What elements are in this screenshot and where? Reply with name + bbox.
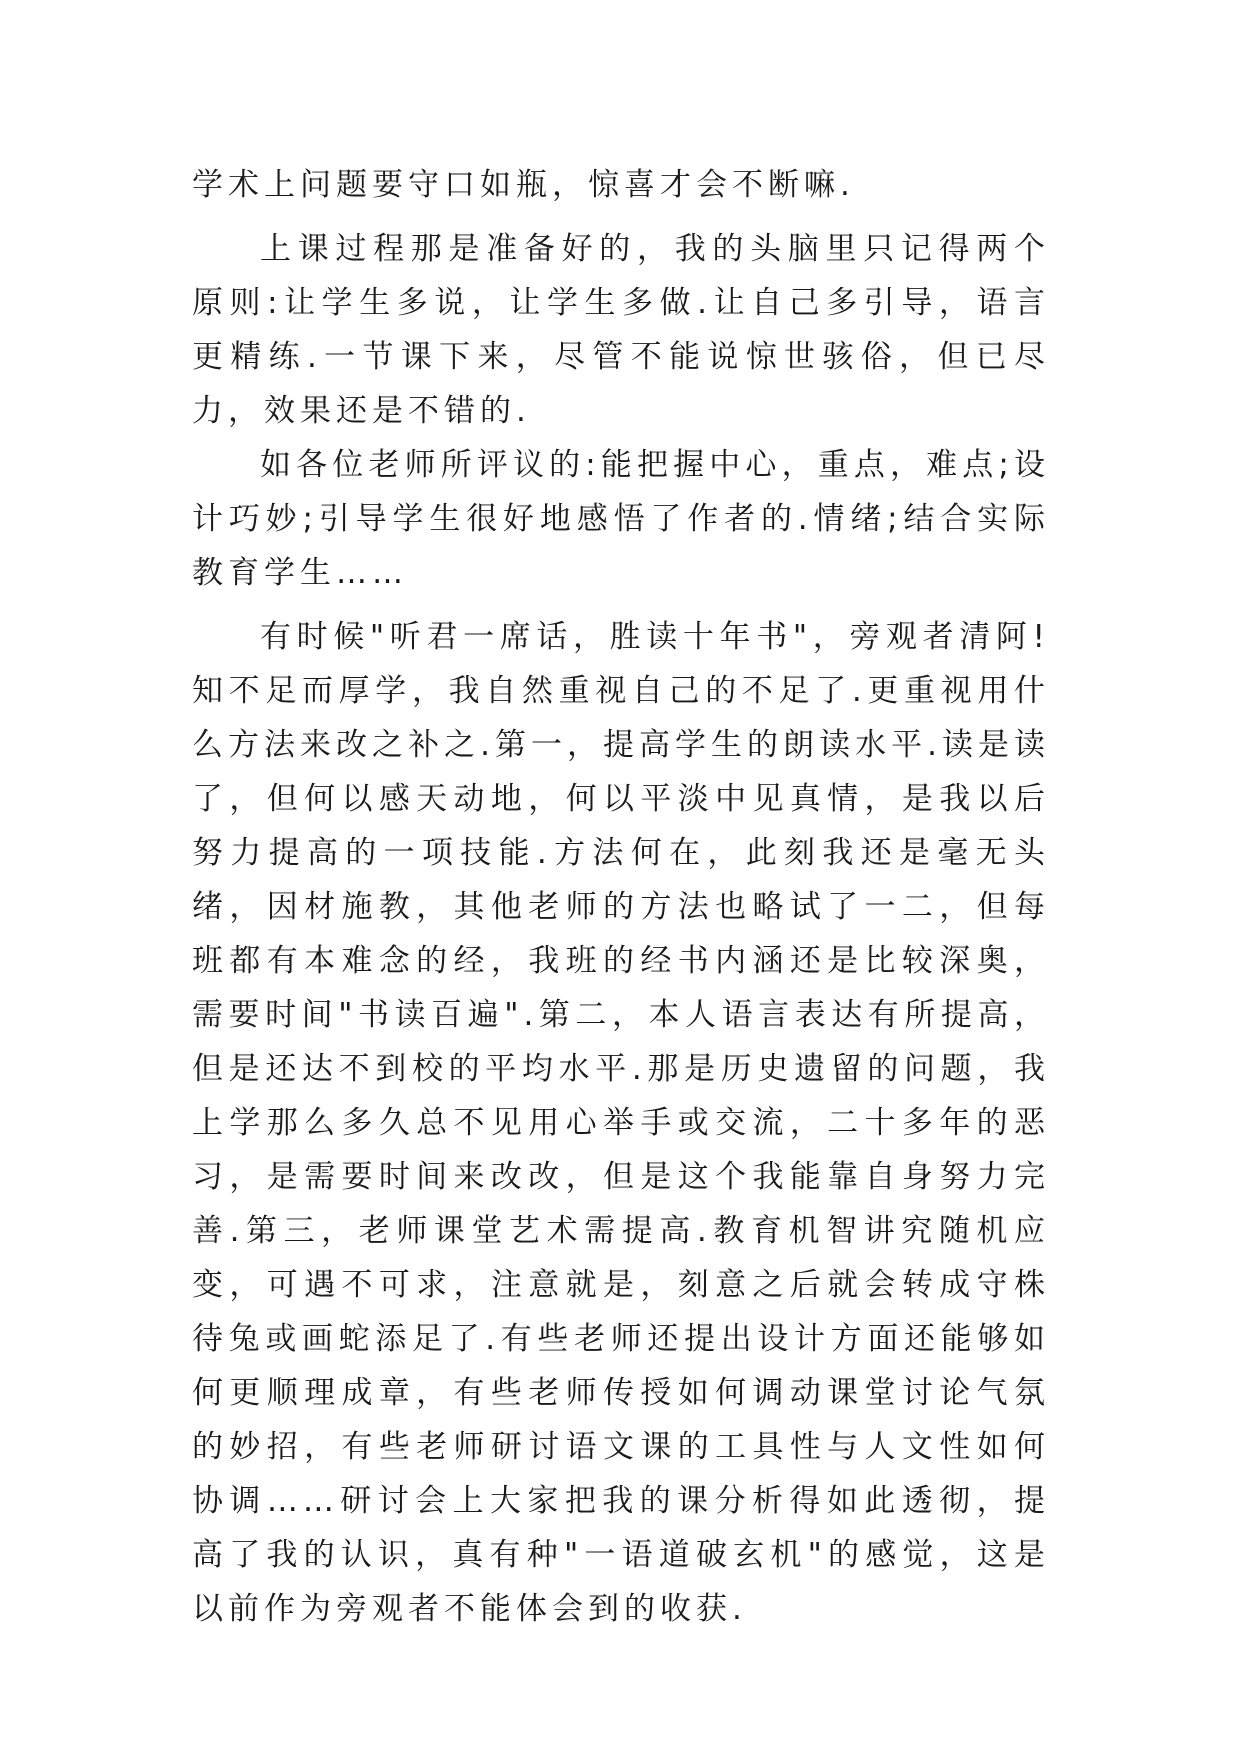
document-body (192, 158, 1050, 1636)
paragraph-3: 如各位老师所评议的:能把握中心，重点，难点;设计巧妙;引导学生很好地感悟了作者的.情绪;结合实际教育学生…… (192, 447, 1050, 591)
paragraph-1: 学术上问题要守口如瓶，惊喜才会不断嘛. (192, 167, 855, 203)
paragraph-4: 有时候"听君一席话，胜读十年书"，旁观者清阿!知不足而厚学，我自然重视自己的不足了.更重视用什么方法来改之补之.第一，提高学生的朗读水平.读是读了，但何以感天动地，何以平淡中见真情，是我以后努力提高的一项技能.方法何在，此刻我还是毫无头绪，因材施教，其他老师的方法也略试了一二，但每班都有本难念的经，我班的经书内涵还是比较深奥，需要时间"书读百遍".第二，本人语言表达有所提高，但是还达不到校的平均水平.那是历史遗留的问题，我上学那么多久总不见用心举手或交流，二十多年的恶习，是需要时间来改改，但是这个我能靠自身努力完善.第三，老师课堂艺术需提高.教育机智讲究随机应变，可遇不可求，注意就是，刻意之后就会转成守株待兔或画蛇添足了.有些老师还提出设计方面还能够如何更顺理成章，有些老师传授如何调动课堂讨论气氛的妙招，有些老师研讨语文课的工具性与人文性如何协调……研讨会上大家把我的课分析得如此透彻，提高了我的认识，真有种"一语道破玄机"的感觉，这是以前作为旁观者不能体会到的收获. (192, 619, 1050, 1627)
paragraph-2: 上课过程那是准备好的，我的头脑里只记得两个原则:让学生多说，让学生多做.让自己多引导，语言更精练.一节课下来，尽管不能说惊世骇俗，但已尽力，效果还是不错的. (192, 231, 1050, 429)
